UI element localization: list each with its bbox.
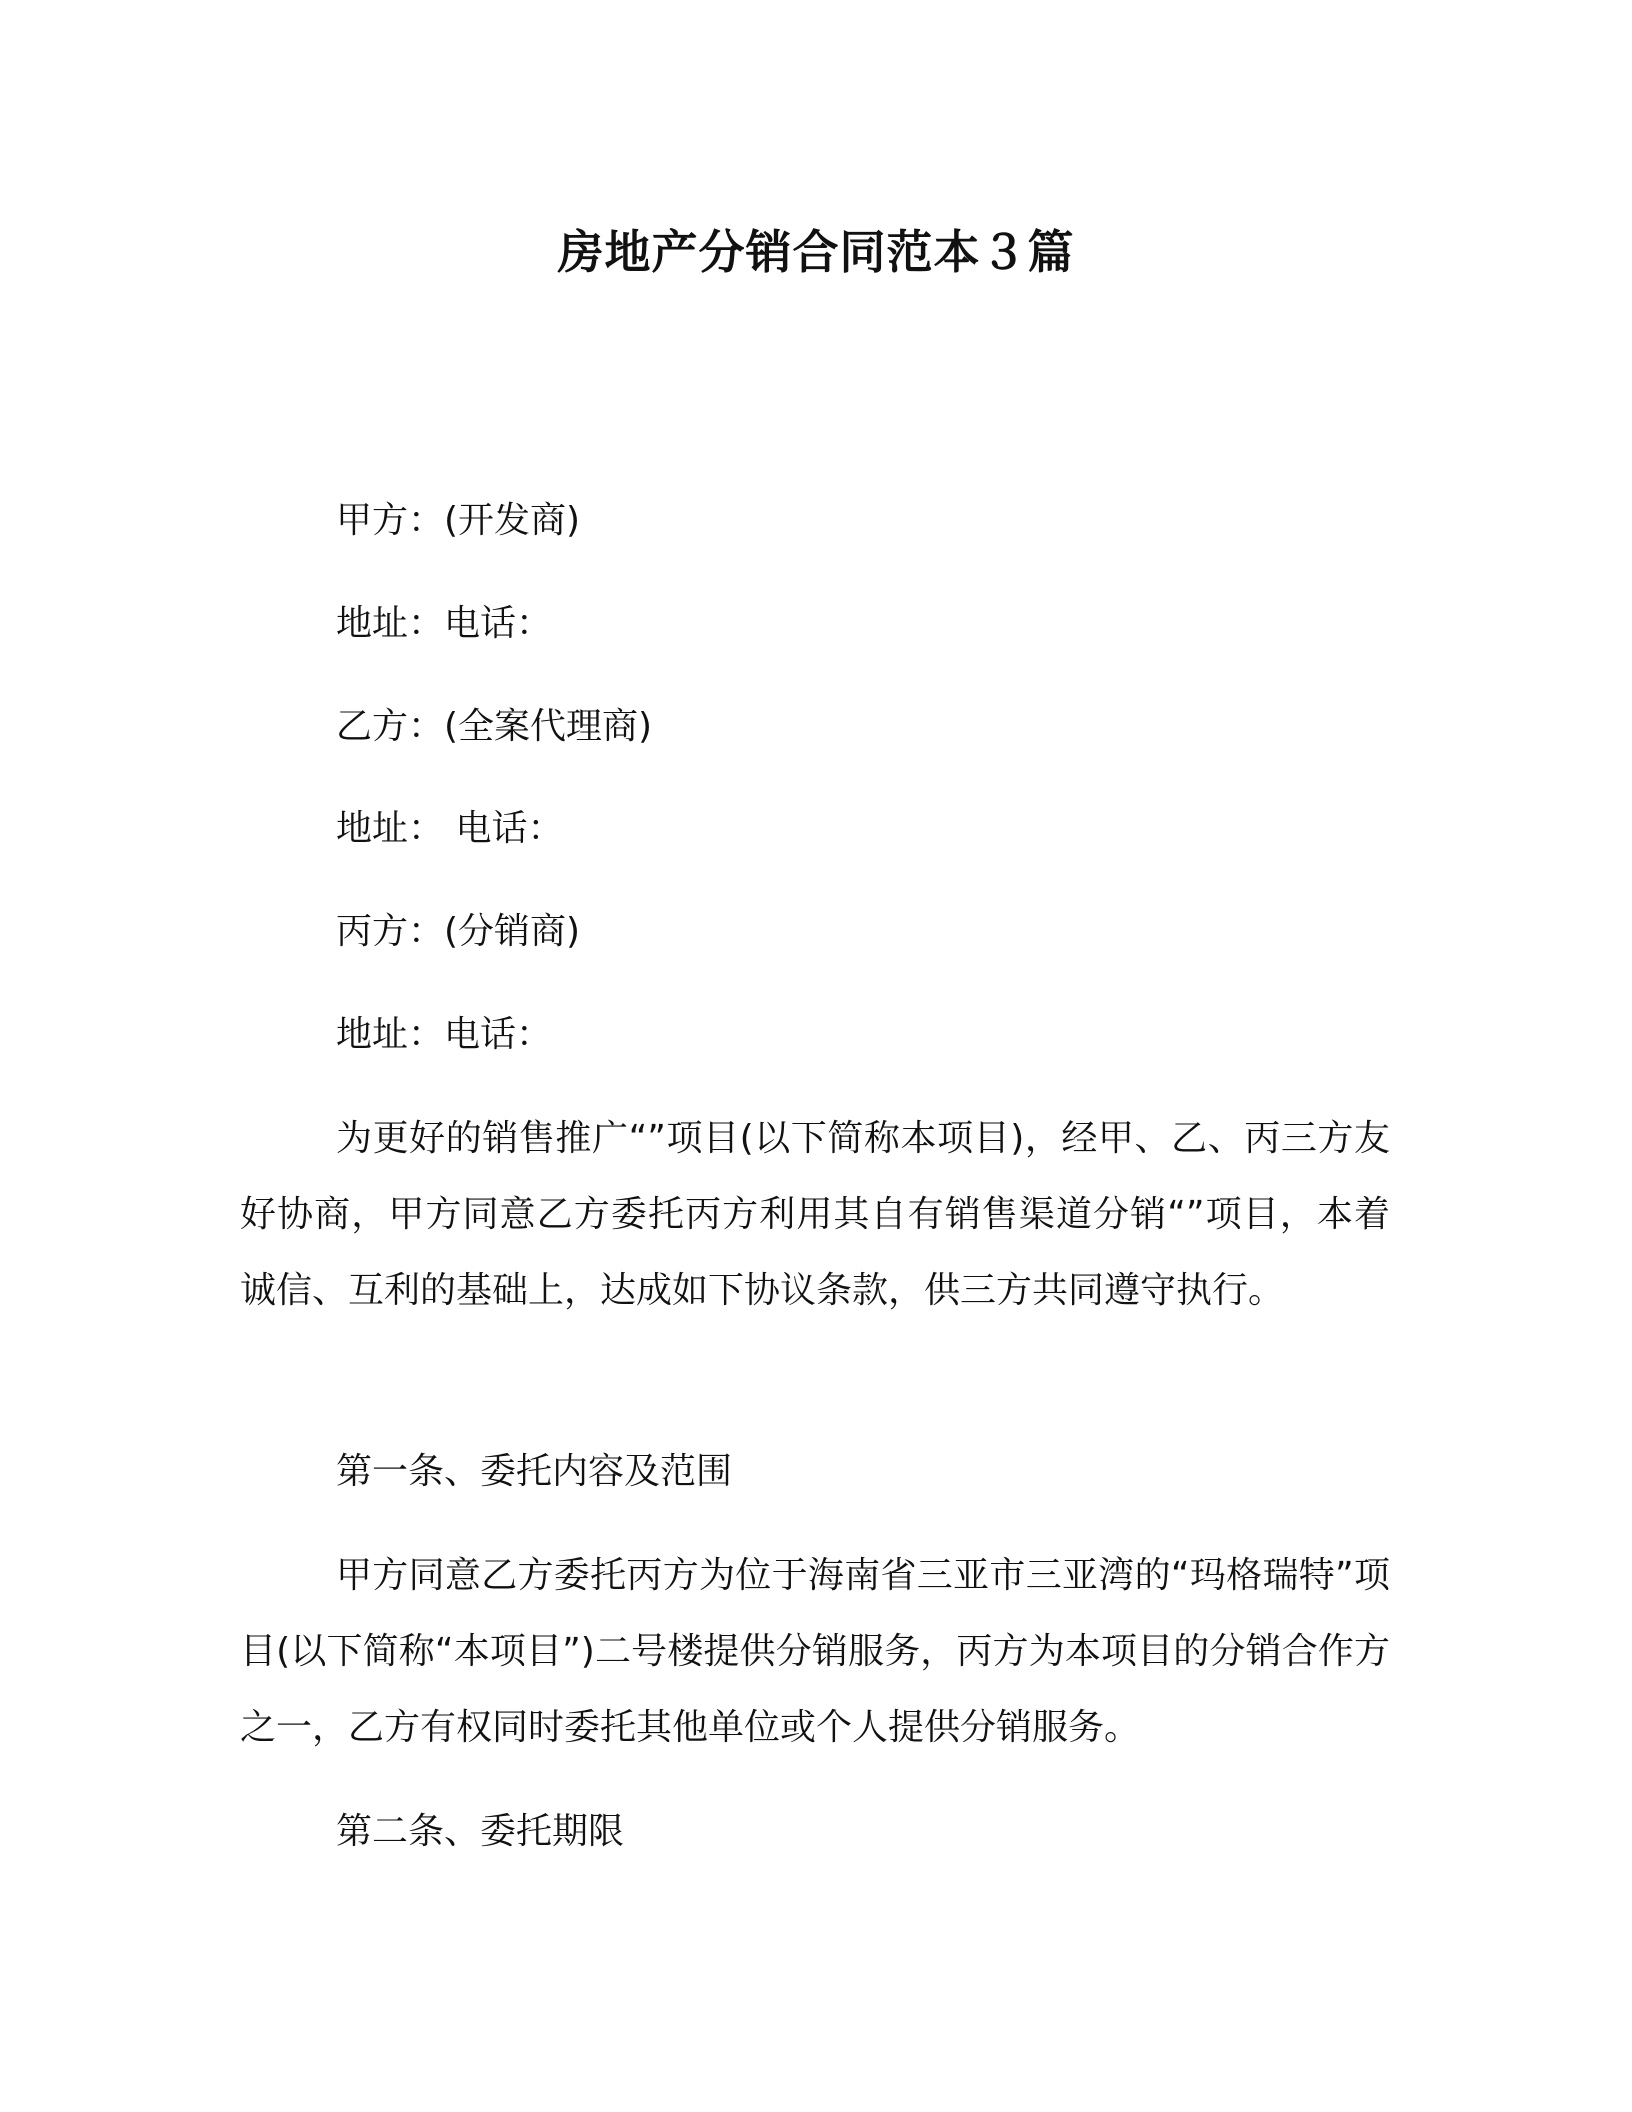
document-title: 房地产分销合同范本３篇 [557, 225, 1075, 279]
article-1-body: 甲方同意乙方委托丙方为位于海南省三亚市三亚湾的“玛格瑞特”项目(以下简称“本项目”)二号楼提供分销服务，丙方为本项目的分销合作方之一，乙方有权同时委托其他单位或个人提供分销服务。 [240, 1555, 1390, 1748]
article-2-heading: 第二条、委托期限 [336, 1811, 625, 1852]
party-c-line: 丙方：(分销商) [336, 911, 581, 952]
article-1-heading: 第一条、委托内容及范围 [336, 1451, 733, 1492]
intro-paragraph: 为更好的销售推广“”项目(以下简称本项目)，经甲、乙、丙三方友好协商，甲方同意乙方委托丙方利用其自有销售渠道分销“”项目，本着诚信、互利的基础上，达成如下协议条款，供三方共同遵守执行。 [240, 1118, 1390, 1311]
party-b-line: 乙方：(全案代理商) [336, 706, 653, 747]
party-a-line: 甲方：(开发商) [336, 500, 581, 541]
party-b-address-line: 地址： 电话： [336, 808, 564, 849]
party-c-address-line: 地址：电话： [336, 1014, 553, 1055]
party-a-address-line: 地址：电话： [336, 603, 553, 644]
